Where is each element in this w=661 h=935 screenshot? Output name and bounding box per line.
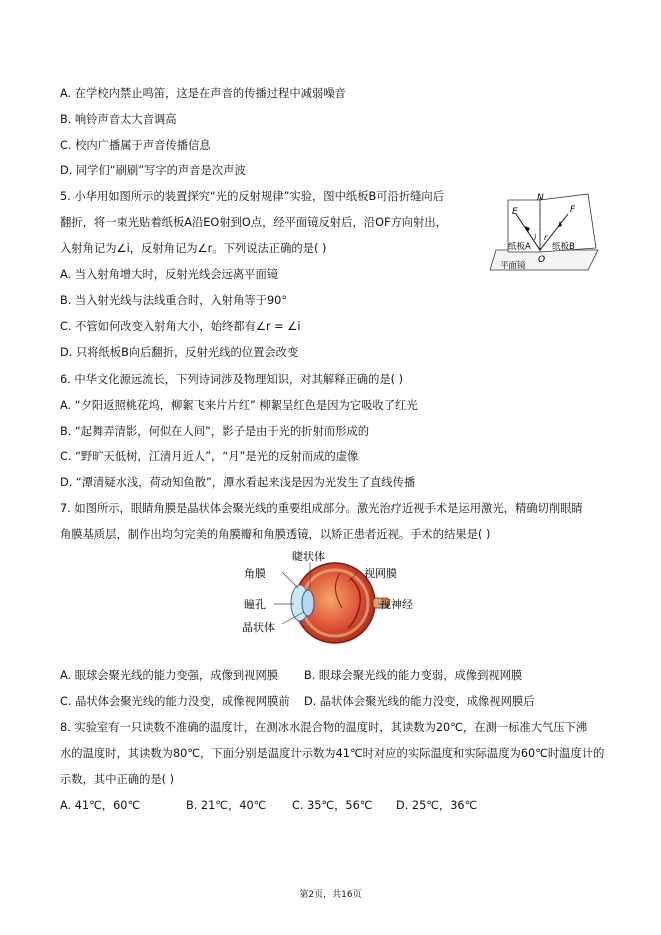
label-board-b: 纸板B [552,242,575,252]
label-r: r [544,233,548,242]
label-cornea: 角膜 [244,567,266,580]
label-ciliary: 睫状体 [292,550,325,563]
q7-option-c: C. 晶状体会聚光线的能力没变，成像视网膜前 [60,695,290,708]
q7-stem-line2: 角膜基质层，制作出均匀完美的角膜瓣和角膜透镜，以矫正患者近视。手术的结果是( ) [60,528,491,541]
q5-option-b: B. 当入射光线与法线重合时，入射角等于90° [60,294,288,307]
q8-stem-line3: 示数，其中正确的是( ) [60,773,175,786]
q6-option-a: A. “夕阳返照桃花坞，柳絮飞来片片红” 柳絮呈红色是因为它吸收了红光 [60,399,418,412]
label-e: E [512,207,518,217]
q8-option-a: A. 41℃，60℃ [60,799,141,812]
eye-anatomy-figure [230,548,450,650]
label-optic-nerve: 视神经 [380,598,413,611]
label-f: F [570,205,576,215]
label-pupil: 瞳孔 [244,598,266,611]
label-mirror: 平面镜 [500,261,526,271]
q7-option-a: A. 眼球会聚光线的能力变强，成像到视网膜 [60,669,279,682]
q7-stem-line1: 7. 如图所示，眼睛角膜是晶状体会聚光线的重要组成部分。激光治疗近视手术是运用激光，精确切削眼睛 [60,502,583,515]
label-retina: 视网膜 [364,567,397,580]
q5-option-d: D. 只将纸板B向后翻折，反射光线的位置会改变 [60,346,299,359]
q8-option-d: D. 25℃，36℃ [396,799,478,812]
q5-stem-line2: 翻折，将一束光贴着纸板A沿EO射到O点，经平面镜反射后，沿OF方向射出， [60,216,447,229]
q8-stem-line1: 8. 实验室有一只读数不准确的温度计，在测冰水混合物的温度时，其读数为20℃，在测一标准大气压下沸 [60,721,588,734]
q5-option-c: C. 不管如何改变入射角大小，始终都有∠r = ∠i [60,320,301,333]
q5-option-a: A. 当入射角增大时，反射光线会远离平面镜 [60,268,279,281]
reflection-experiment-figure [488,188,604,280]
q6-option-c: C. “野旷天低树，江清月近人”，“月”是光的反射而成的虚像 [60,450,359,463]
q5-stem-line1: 5. 小华用如图所示的装置探究“光的反射规律”实验，图中纸板B可沿折缝向后 [60,190,445,203]
label-lens: 晶状体 [242,621,275,634]
label-i: i [534,233,537,242]
page-footer: 第2页，共16页 [299,890,362,900]
label-o: O [538,255,546,265]
leader-cornea [282,572,298,588]
q4-option-a: A. 在学校内禁止鸣笛，这是在声音的传播过程中减弱噪音 [60,87,346,100]
q5-stem-line3: 入射角记为∠i，反射角记为∠r。下列说法正确的是( ) [60,242,327,255]
q7-option-b: B. 眼球会聚光线的能力变弱，成像到视网膜 [304,669,523,682]
label-n: N [537,193,544,203]
q7-option-d: D. 晶状体会聚光线的能力没变，成像视网膜后 [304,695,535,708]
q4-option-c: C. 校内广播属于声音传播信息 [60,139,211,152]
q6-option-d: D. “潭清疑水浅，荷动知鱼散”，潭水看起来浅是因为光发生了直线传播 [60,476,416,489]
q8-option-b: B. 21℃，40℃ [186,799,267,812]
q4-option-b: B. 响铃声音太大音调高 [60,113,177,126]
q6-stem: 6. 中华文化源远流长，下列诗词涉及物理知识，对其解释正确的是( ) [60,373,404,386]
q8-option-c: C. 35℃，56℃ [292,799,373,812]
q8-stem-line2: 水的温度时，其读数为80℃，下面分别是温度计示数为41℃时对应的实际温度和实际温度为60℃时温度计的 [60,747,605,760]
q6-option-b: B. “起舞弄清影，何似在人间”，影子是由于光的折射而形成的 [60,425,370,438]
q4-option-d: D. 同学们“刷刷”写字的声音是次声波 [60,164,246,177]
label-board-a: 纸板A [508,242,531,252]
